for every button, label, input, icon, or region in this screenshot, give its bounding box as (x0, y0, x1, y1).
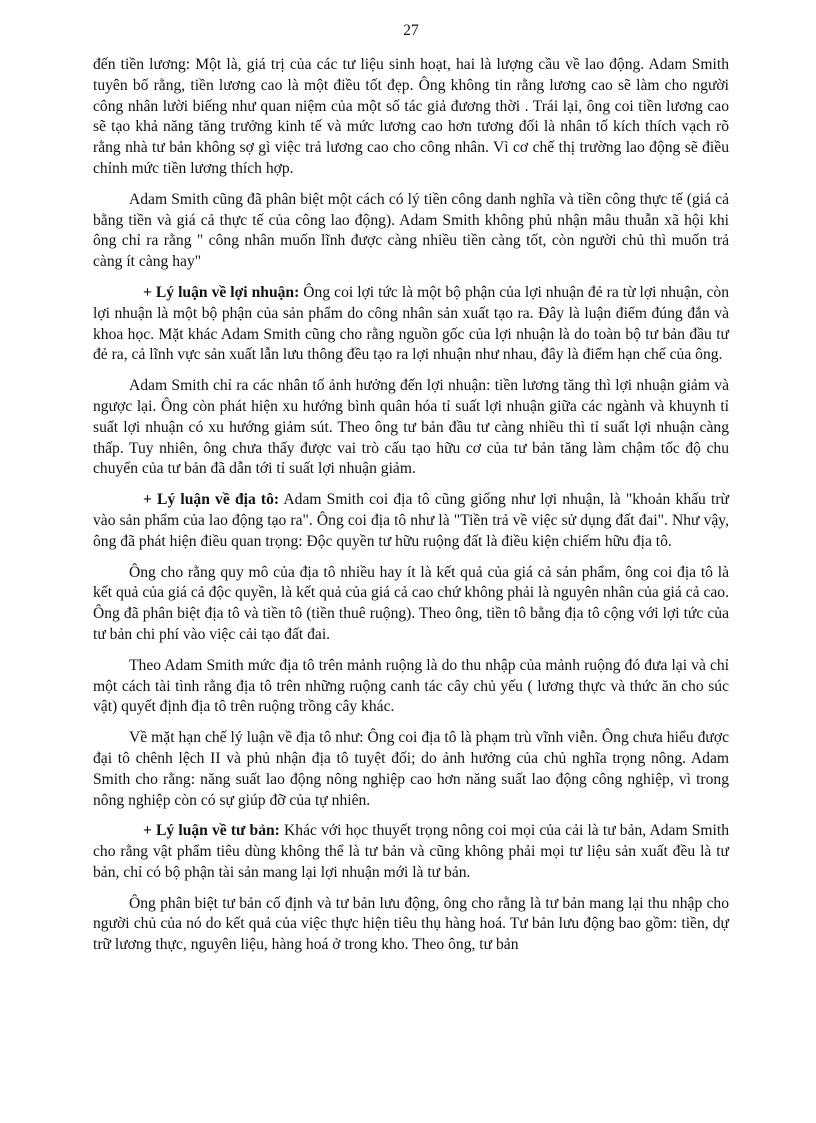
paragraph (93, 728, 729, 811)
page-body (93, 55, 729, 966)
page-number: 27 (403, 22, 419, 39)
paragraph-text: Theo Adam Smith mức địa tô trên mảnh ruộng là do thu nhập của mảnh ruộng đó đưa lại và chỉ một cách tài tình rằng địa tô trên những ruộng canh tác cây chủ yếu ( lương thực và thức ăn cho súc vật) quyết định địa tô trên ruộng trồng cây khác. (93, 656, 729, 716)
paragraph-text: Adam Smith coi địa tô cũng giống như lợi nhuận, là "khoản khấu trừ vào sản phẩm của lao động tạo ra". Ông coi địa tô như là "Tiền trả về việc sử dụng đất đai". Như vậy, ông đã phát hiện điều quan trọng: Độc quyền tư hữu ruộng đất là điều kiện chiếm hữu địa tô. (93, 491, 729, 550)
paragraph (93, 376, 729, 480)
paragraph-text: Ông cho rằng quy mô của địa tô nhiều hay ít là kết quả của giá cả sản phẩm, ông coi địa tô là kết quả của giá cả độc quyền, là kết quả của giá cả cao chứ không phải là nguyên nhân của giá cả cao. Ông đã phân biệt địa tô và tiền tô (tiền thuê ruộng). Theo ông, tiền tô bằng địa tô cộng với lợi tức của tư bản chi phí vào việc cải tạo đất đai. (93, 563, 729, 643)
section-heading-loi-nhuan: + Lý luận về lợi nhuận: (143, 283, 300, 301)
section-heading-dia-to: + Lý luận về địa tô: (143, 491, 280, 509)
paragraph (93, 283, 729, 366)
paragraph-text: Về mặt hạn chế lý luận về địa tô như: Ông coi địa tô là phạm trù vĩnh viễn. Ông chưa hiểu được đại tô chênh lệch II và phủ nhận địa tô tuyệt đối; do ảnh hưởng của chủ nghĩa trọng nông. Adam Smith cho rằng: năng suất lao động nông nghiệp cao hơn năng suất lao động công nghiệp, vì trong nông nghiệp còn có sự giúp đỡ của tự nhiên. (93, 729, 729, 809)
paragraph (93, 55, 729, 180)
paragraph-text: Adam Smith cũng đã phân biệt một cách có lý tiền công danh nghĩa và tiền công thực tế (giá cả bằng tiền và giá cả thực tế của công lao động). Adam Smith không phủ nhận mâu thuẫn xã hội khi ông chỉ ra rằng " công nhân muốn lĩnh được càng nhiều tiền càng tốt, còn người chủ thì muốn trả càng ít càng hay" (93, 190, 729, 271)
paragraph (93, 821, 729, 883)
paragraph-text: đến tiền lương: Một là, giá trị của các tư liệu sinh hoạt, hai là lượng cầu về lao động. Adam Smith tuyên bố rằng, tiền lương cao là một điều tốt đẹp. Ông không tin rằng lương cao sẽ làm cho người công nhân lười biếng như quan niệm của một số tác giả đương thời . Trái lại, ông coi tiền lương cao sẽ tạo khả năng tăng trưởng kinh tế và mức lương cao hơn tương đối là nhân tố kích thích vạch rõ rằng nhà tư bản không sợ gì việc trả lương cao cho công nhân. Vì cơ chế thị trường lao động sẽ điều chỉnh mức tiền lương thích hợp. (93, 56, 729, 177)
paragraph-text: Khác với học thuyết trọng nông coi mọi của cải là tư bản, Adam Smith cho rằng vật phẩm tiêu dùng không thể là tư bản và cũng không phải mọi tư liệu sản xuất đều là tư bản, chỉ có bộ phận tài sản mang lại lợi nhuận mới là tư bản. (93, 822, 730, 881)
section-heading-tu-ban: + Lý luận về tư bản: (143, 822, 280, 840)
paragraph (93, 190, 729, 273)
paragraph-text: Adam Smith chỉ ra các nhân tố ảnh hưởng đến lợi nhuận: tiền lương tăng thì lợi nhuận giảm và ngược lại. Ông còn phát hiện xu hướng bình quân hóa tỉ suất lợi nhuận giữa các ngành và khuynh tỉ suất lợi nhuận có xu hướng giảm sút. Theo ông tư bản đầu tư càng nhiều thì tỉ suất lợi nhuận càng thấp. Tuy nhiên, ông chưa thấy được vai trò cấu tạo hữu cơ của tư bản tăng làm chậm tốc độ chu chuyển của tư bản đã dẫn tới tỉ suất lợi nhuận giảm. (93, 377, 729, 478)
paragraph-text: Ông phân biệt tư bản cố định và tư bản lưu động, ông cho rằng là tư bản mang lại thu nhập cho người chủ của nó do kết quả của việc thực hiện tiêu thụ hàng hoá. Tư bản lưu động bao gồm: tiền, dự trữ lương thực, nguyên liệu, hàng hoá ở trong kho. Theo ông, tư bản (93, 894, 729, 954)
paragraph (93, 894, 729, 956)
paragraph (93, 656, 729, 718)
paragraph (93, 563, 729, 646)
paragraph (93, 490, 729, 552)
paragraph-text: Ông coi lợi tức là một bộ phận của lợi nhuận đẻ ra từ lợi nhuận, còn lợi nhuận là một bộ phận của sản phẩm do công nhân sản xuất tạo ra. Đây là luận điểm đúng đắn và khoa học. Mặt khác Adam Smith cũng cho rằng nguồn gốc của lợi nhuận là do toàn bộ tư bản đầu tư đẻ ra, cả lĩnh vực sản xuất lẫn lưu thông đều tạo ra lợi nhuận như nhau, đây là điểm hạn chế của ông. (93, 283, 729, 364)
